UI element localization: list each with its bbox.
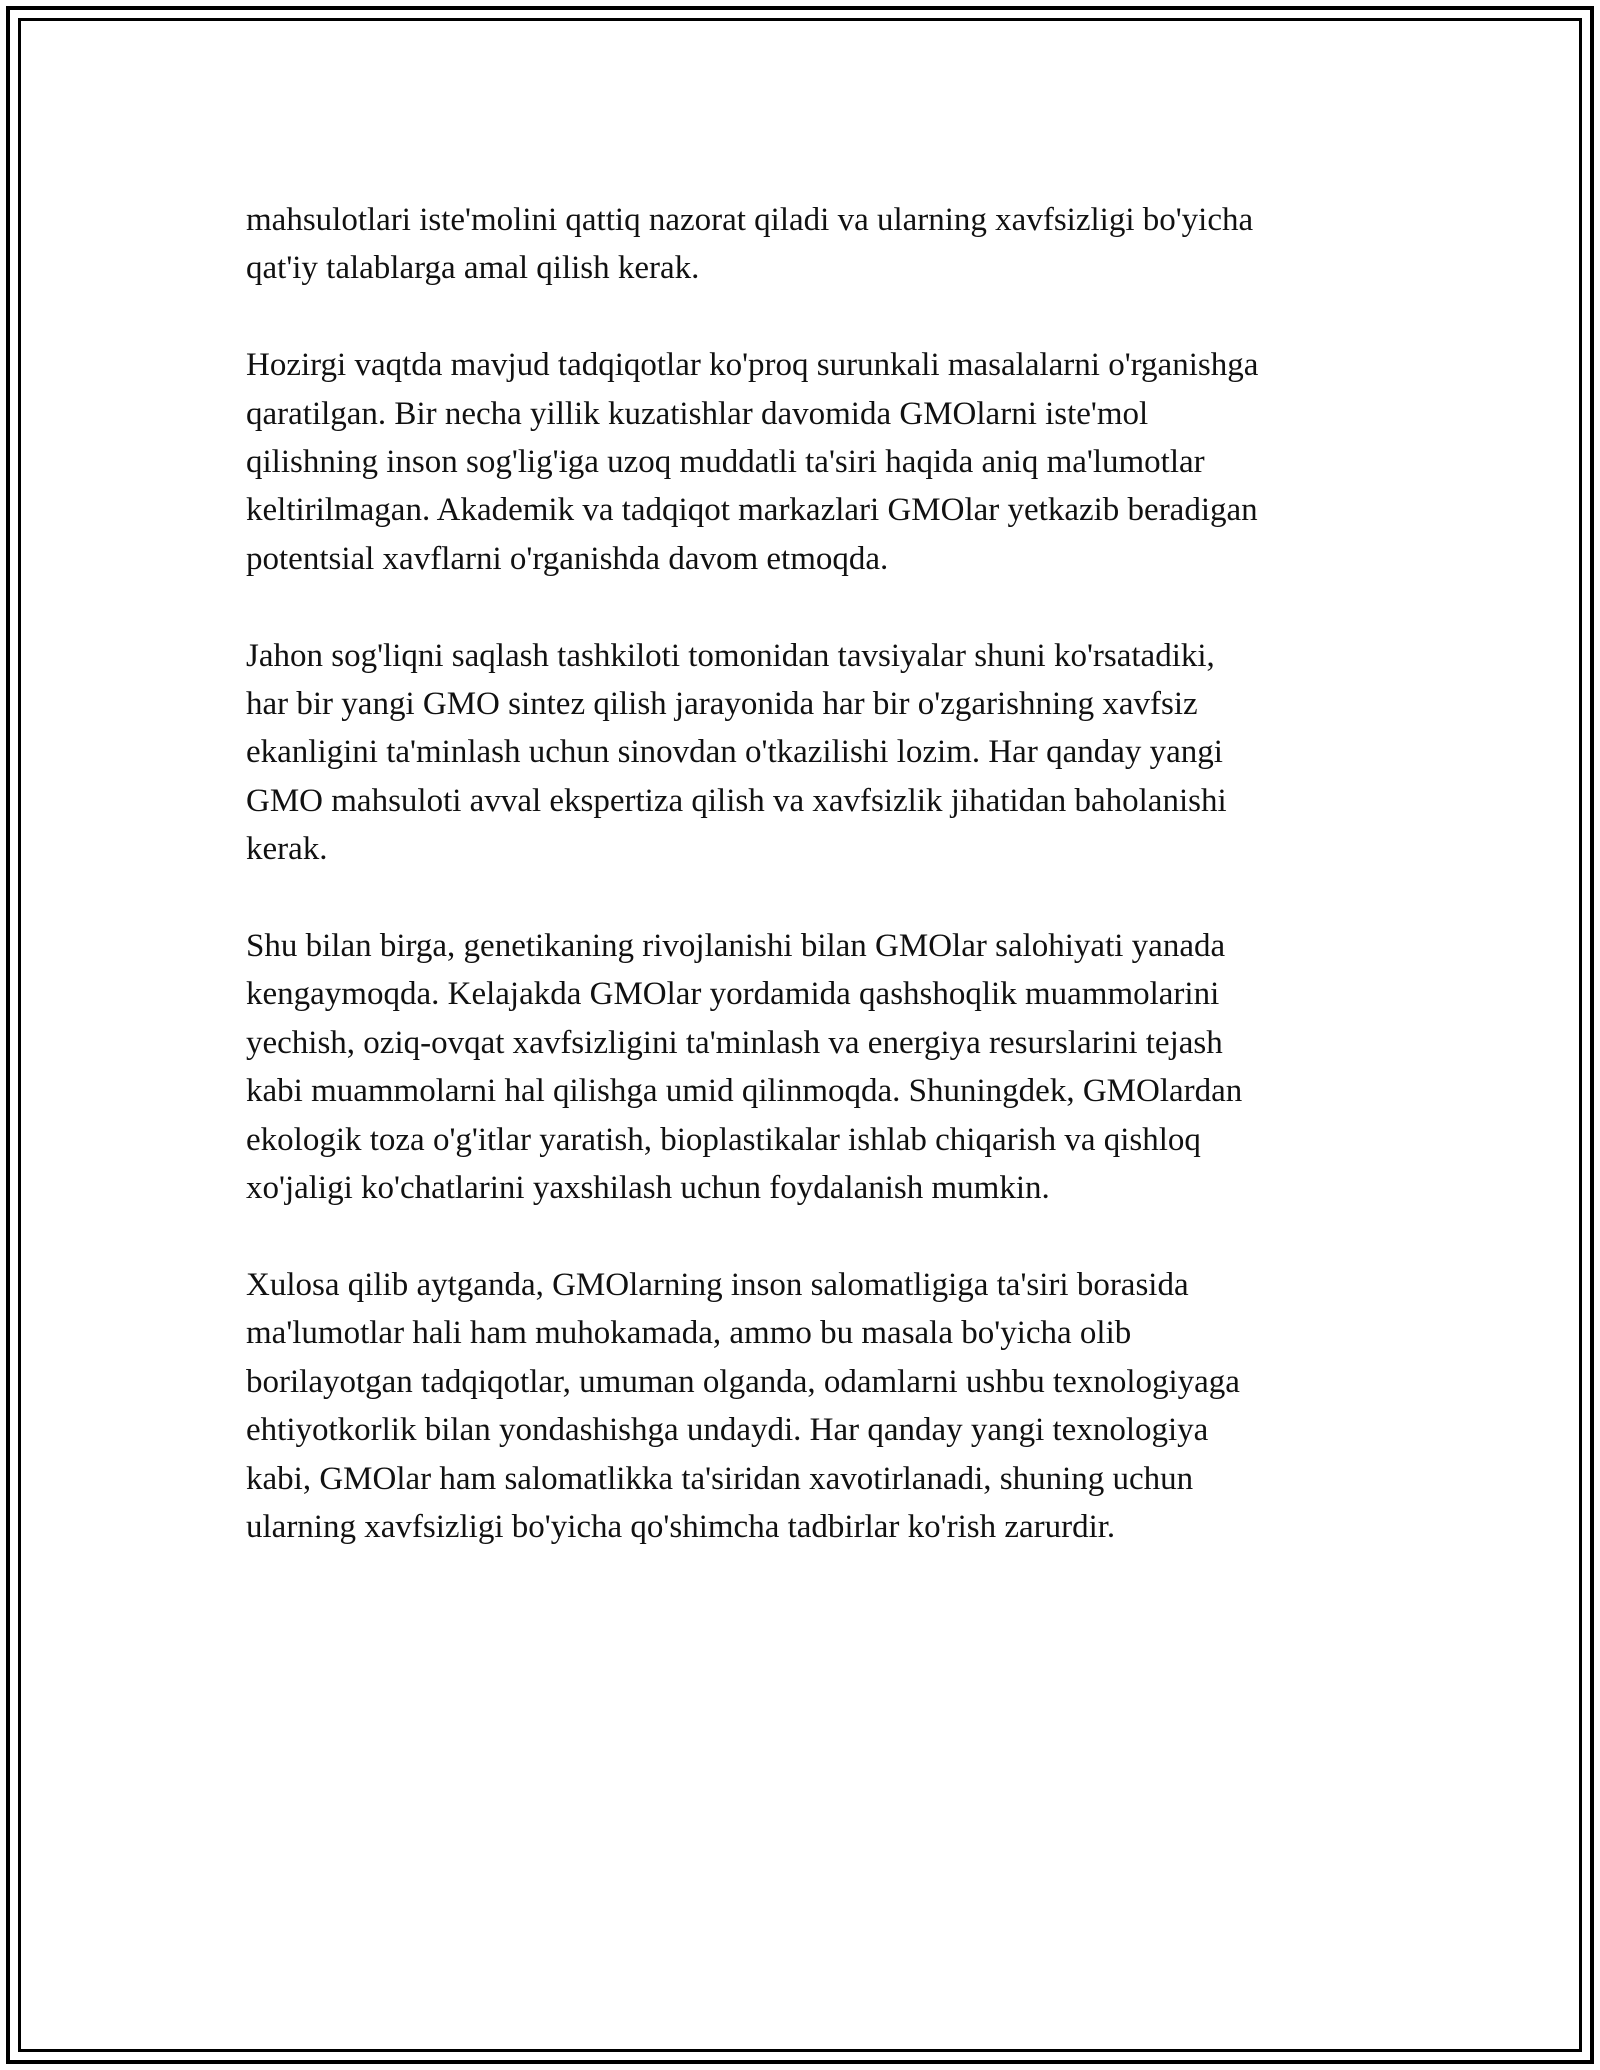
text-line: ma'lumotlar hali ham muhokamada, ammo bu masala bo'yicha olib: [246, 1315, 1132, 1352]
text-line: kerak.: [246, 831, 328, 868]
page-frame: [6, 6, 1594, 2064]
paragraph-3: [246, 632, 1386, 874]
text-line: ekologik toza o'g'itlar yaratish, bioplastikalar ishlab chiqarish va qishloq: [246, 1121, 1201, 1158]
text-line: kengaymoqda. Kelajakda GMOlar yordamida qashshoqlik muammolarini: [246, 976, 1220, 1013]
text-line: potentsial xavflarni o'rganishda davom etmoqda.: [246, 540, 889, 577]
text-line: borilayotgan tadqiqotlar, umuman olganda, odamlarni ushbu texnologiyaga: [246, 1363, 1240, 1400]
paragraph-2: [246, 341, 1386, 583]
text-line: Hozirgi vaqtda mavjud tadqiqotlar ko'proq surunkali masalalarni o'rganishga: [246, 347, 1259, 384]
text-line: har bir yangi GMO sintez qilish jarayonida har bir o'zgarishning xavfsiz: [246, 686, 1198, 723]
text-line: keltirilmagan. Akademik va tadqiqot markazlari GMOlar yetkazib beradigan: [246, 492, 1258, 529]
text-line: GMO mahsuloti avval ekspertiza qilish va xavfsizlik jihatidan baholanishi: [246, 782, 1227, 819]
text-line: kabi, GMOlar ham salomatlikka ta'siridan xavotirlanadi, shuning uchun: [246, 1460, 1194, 1497]
document-body: [246, 196, 1386, 1600]
paragraph-1: [246, 196, 1386, 293]
text-line: xo'jaligi ko'chatlarini yaxshilash uchun foydalanish mumkin.: [246, 1170, 1050, 1207]
text-line: mahsulotlari iste'molini qattiq nazorat qiladi va ularning xavfsizligi bo'yicha: [246, 202, 1254, 238]
text-line: qat'iy talablarga amal qilish kerak.: [246, 250, 700, 287]
text-line: kabi muammolarni hal qilishga umid qilinmoqda. Shuningdek, GMOlardan: [246, 1073, 1243, 1110]
text-line: qaratilgan. Bir necha yillik kuzatishlar davomida GMOlarni iste'mol: [246, 395, 1149, 432]
text-line: Xulosa qilib aytganda, GMOlarning inson salomatligiga ta'siri borasida: [246, 1266, 1189, 1303]
text-line: qilishning inson sog'lig'iga uzoq muddatli ta'siri haqida aniq ma'lumotlar: [246, 444, 1205, 481]
paragraph-4: [246, 922, 1386, 1212]
text-line: Jahon sog'liqni saqlash tashkiloti tomonidan tavsiyalar shuni ko'rsatadiki,: [246, 637, 1215, 674]
text-line: ularning xavfsizligi bo'yicha qo'shimcha tadbirlar ko'rish zarurdir.: [246, 1508, 1116, 1545]
text-line: yechish, oziq-ovqat xavfsizligini ta'minlash va energiya resurslarini tejash: [246, 1024, 1223, 1061]
paragraph-5: [246, 1261, 1386, 1551]
text-line: ekanligini ta'minlash uchun sinovdan o'tkazilishi lozim. Har qanday yangi: [246, 734, 1223, 771]
text-line: Shu bilan birga, genetikaning rivojlanishi bilan GMOlar salohiyati yanada: [246, 928, 1226, 965]
text-line: ehtiyotkorlik bilan yondashishga undaydi. Har qanday yangi texnologiya: [246, 1412, 1209, 1449]
